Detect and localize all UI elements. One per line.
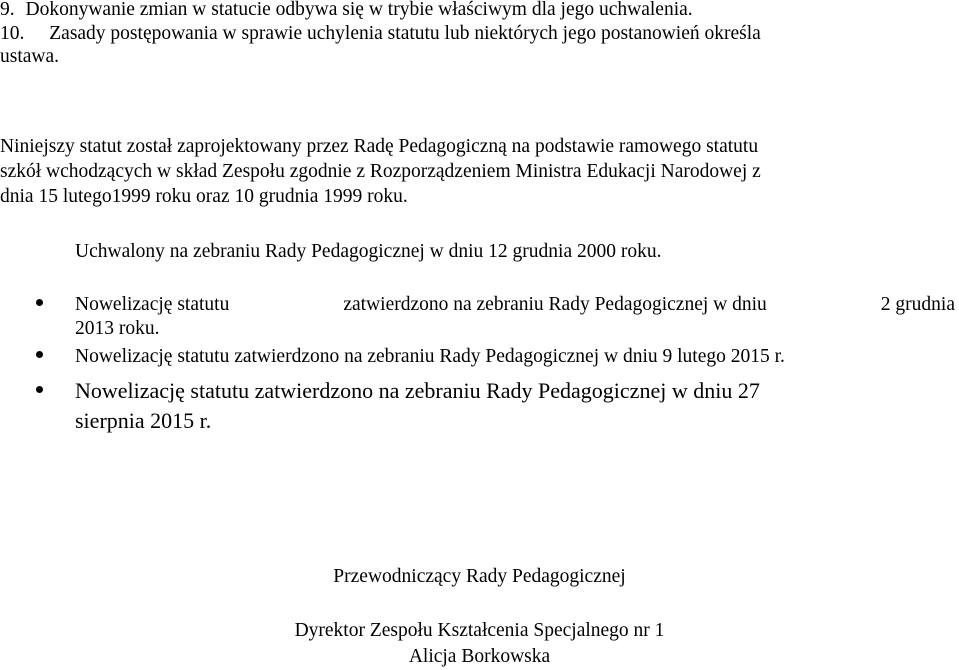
chair-signature: Przewodniczący Rady Pedagogicznej <box>333 566 626 587</box>
amendment-1-part-c: 2 grudnia <box>880 294 955 315</box>
amendment-1-part-a: Nowelizację statutu <box>75 294 230 315</box>
amendment-3 <box>75 378 955 404</box>
director-name: Alicja Borkowska <box>408 646 551 667</box>
list-item-9 <box>0 0 693 21</box>
amendment-1-continuation: 2013 roku. <box>75 318 160 339</box>
amendment-2: Nowelizację statutu zatwierdzono na zebraniu Rady Pedagogicznej w dniu 9 lutego 2015 r. <box>75 346 785 367</box>
list-item-10-continuation: ustawa. <box>0 46 60 67</box>
list-number: 9. <box>0 0 15 20</box>
bullet-icon <box>36 386 43 393</box>
list-text: Zasady postępowania w sprawie uchylenia statutu lub niektórych jego postanowień określa <box>49 23 761 44</box>
bullet-icon <box>36 299 43 306</box>
list-item-10 <box>0 23 761 45</box>
list-text: Dokonywanie zmian w statucie odbywa się w trybie właściwym dla jego uchwalenia. <box>25 0 693 20</box>
adoption-statement: Uchwalony na zebraniu Rady Pedagogicznej w dniu 12 grudnia 2000 roku. <box>75 241 662 262</box>
amendment-1-part-b: zatwierdzono na zebraniu Rady Pedagogicznej w dniu <box>343 294 767 315</box>
amendment-3-line: Nowelizację statutu zatwierdzono na zebraniu Rady Pedagogicznej w dniu 27 <box>75 378 760 403</box>
intro-line-1: Niniejszy statut został zaprojektowany przez Radę Pedagogiczną na podstawie ramowego statutu <box>0 136 759 157</box>
list-number: 10. <box>0 23 25 44</box>
amendment-3-continuation: sierpnia 2015 r. <box>75 408 212 433</box>
amendment-1 <box>75 294 955 316</box>
director-title: Dyrektor Zespołu Kształcenia Specjalnego nr 1 <box>294 620 665 641</box>
intro-line-3: dnia 15 lutego1999 roku oraz 10 grudnia 1999 roku. <box>0 186 408 207</box>
bullet-icon <box>36 351 43 358</box>
intro-line-2: szkół wchodzących w skład Zespołu zgodnie z Rozporządzeniem Ministra Edukacji Narodowej z <box>0 161 761 182</box>
